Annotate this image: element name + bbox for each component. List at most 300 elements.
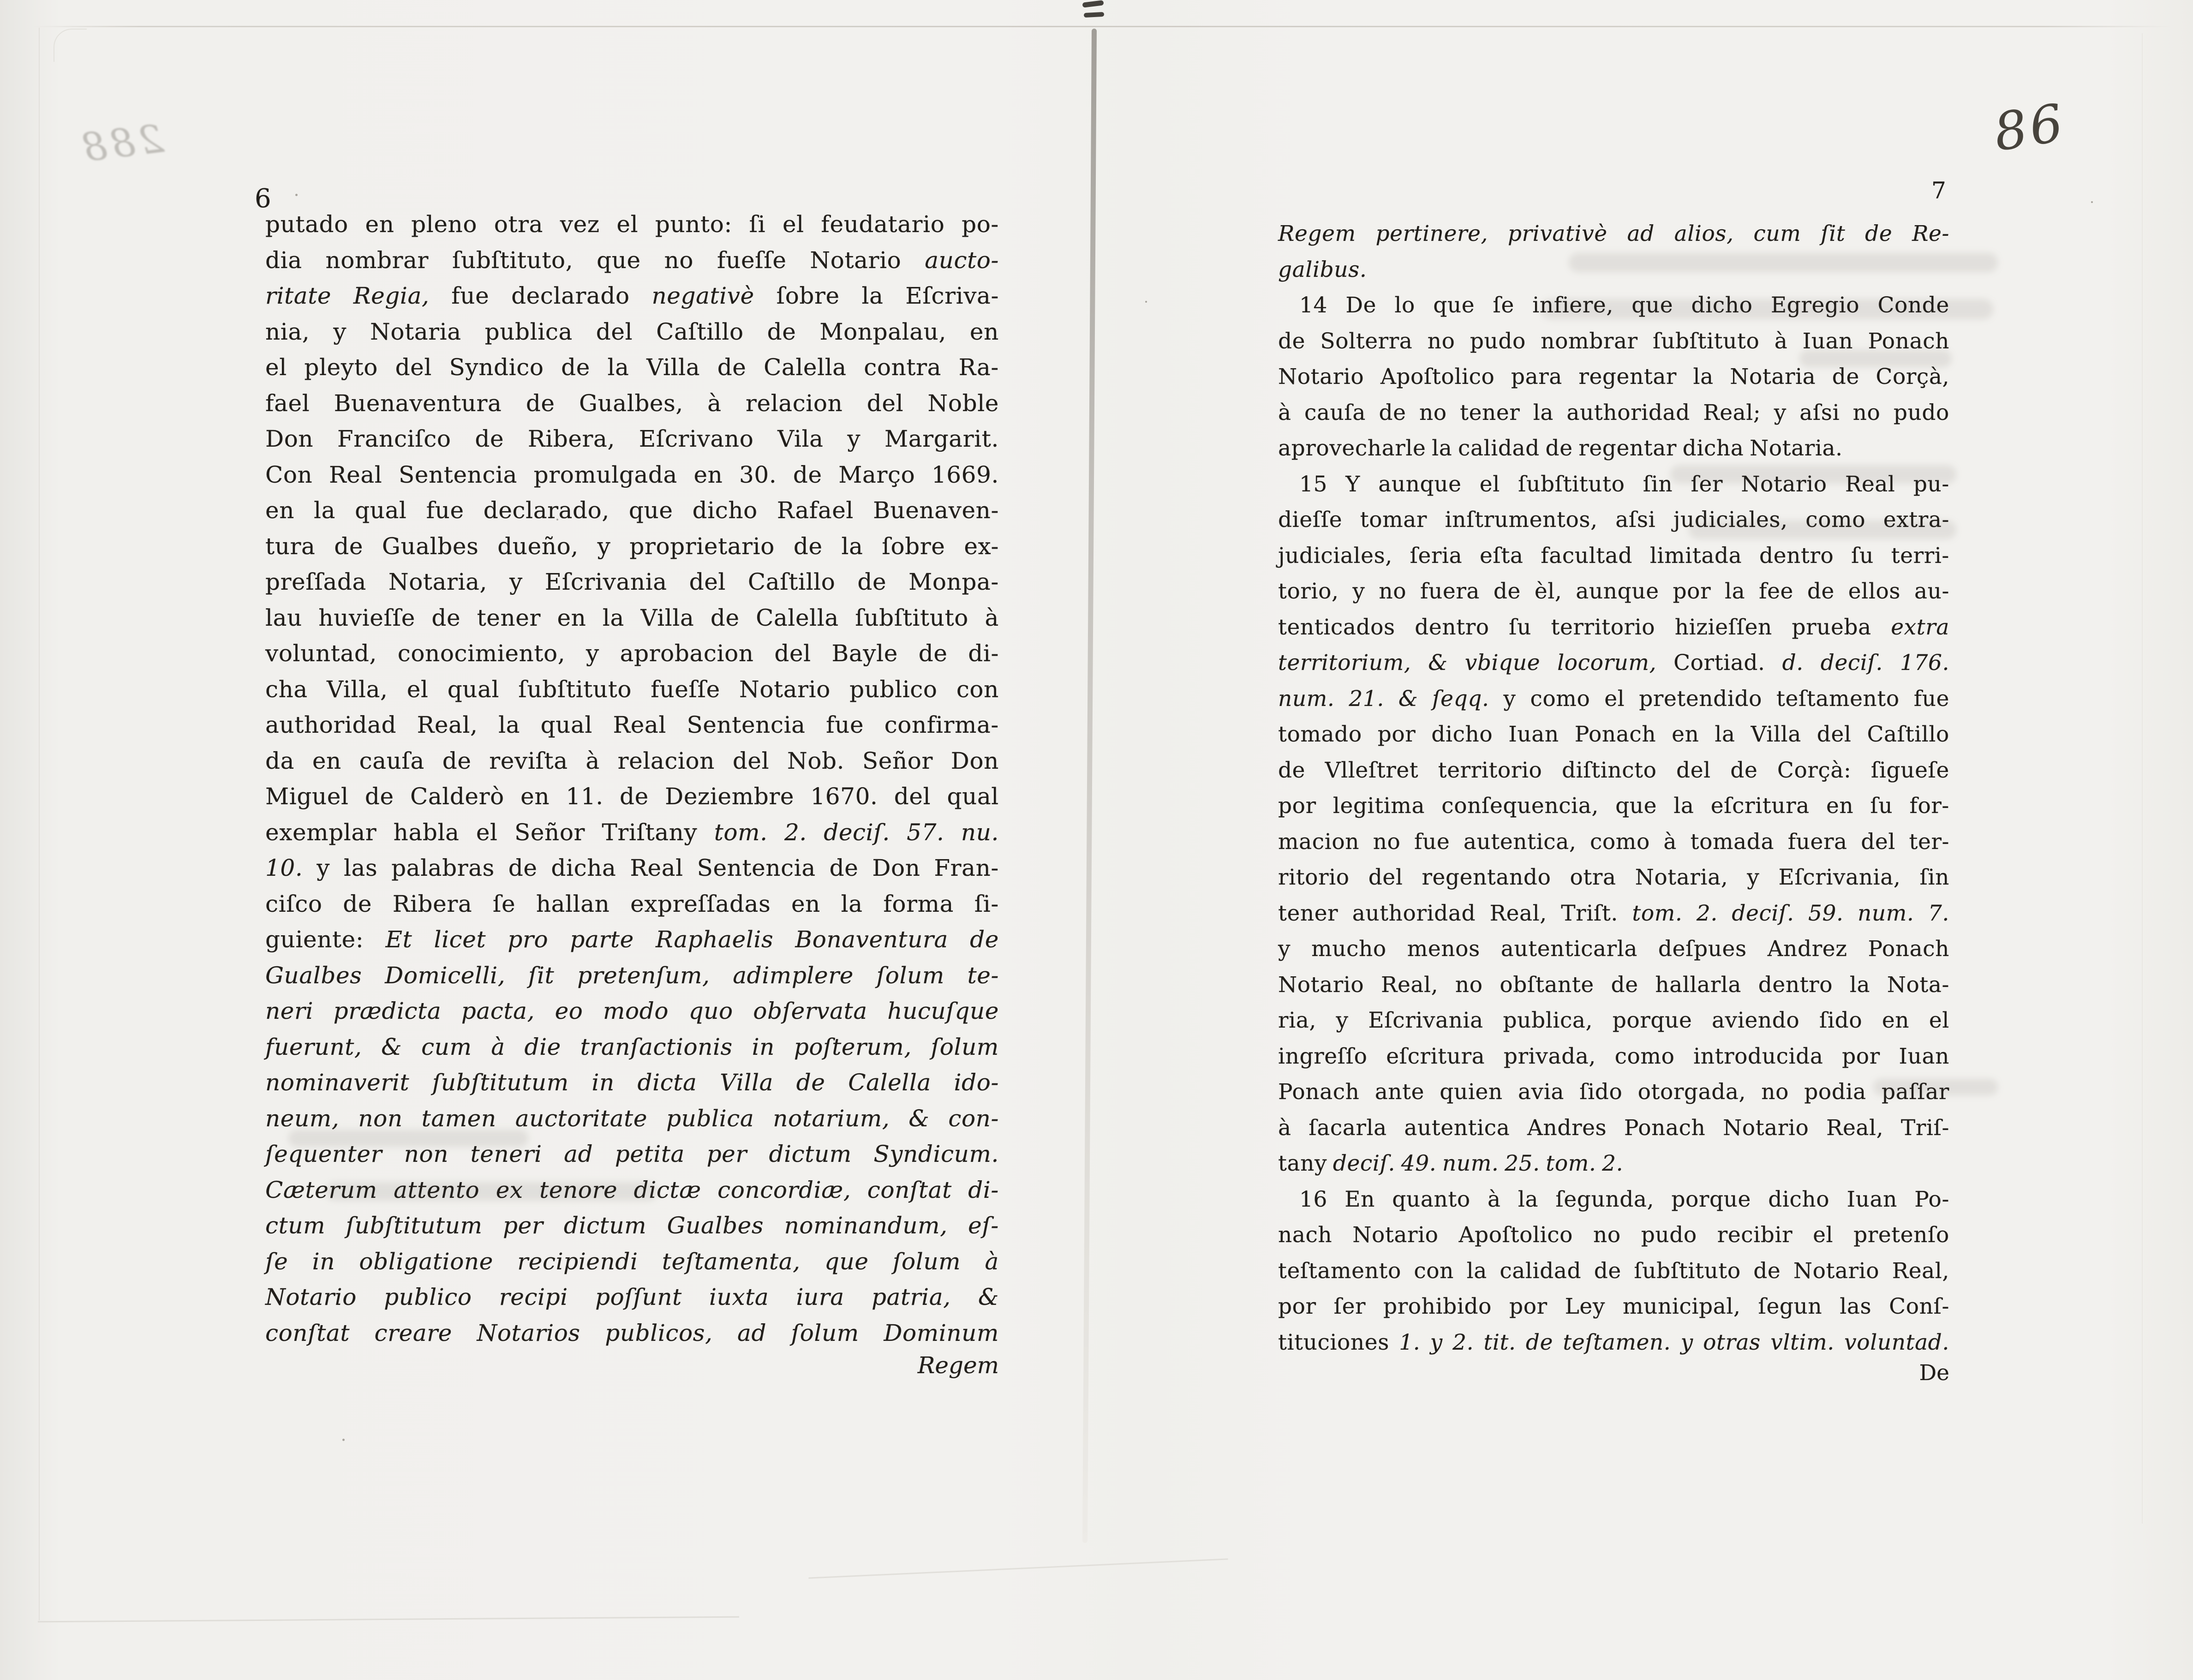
word: contra <box>864 354 942 381</box>
word: las <box>1840 1294 1872 1319</box>
word: Don <box>950 747 999 774</box>
word: la <box>1849 972 1870 998</box>
word: Villa <box>720 1069 774 1096</box>
word: à <box>1774 328 1788 354</box>
word: podia <box>1804 1079 1866 1105</box>
word: Iuan <box>1802 328 1853 354</box>
text-line <box>1278 216 1949 252</box>
word: del <box>1817 722 1852 747</box>
word: Real <box>1845 471 1895 497</box>
word: publica, <box>1503 1008 1593 1033</box>
word: non <box>358 1105 403 1132</box>
word: 25. <box>1505 1151 1540 1176</box>
word: prohibido <box>1383 1294 1492 1319</box>
word: palabras <box>391 855 495 881</box>
word: Solterra <box>1320 328 1413 354</box>
word: Notario <box>739 676 831 703</box>
word: Notaria. <box>1750 436 1843 461</box>
text-line <box>1278 788 1949 824</box>
text-line <box>1278 1146 1949 1182</box>
word: como <box>1614 1043 1675 1069</box>
word: Vila <box>777 425 824 452</box>
word: de <box>1493 579 1521 604</box>
word: & <box>381 1033 402 1060</box>
word: Bayle <box>831 640 898 667</box>
word: privada, <box>1503 1043 1596 1069</box>
word: por <box>1278 1294 1316 1319</box>
word: prueba <box>1792 614 1871 640</box>
word: à <box>1278 400 1291 425</box>
word: Ra- <box>958 354 999 381</box>
word: ſubſtituto <box>1518 471 1625 497</box>
dust-speck <box>2091 201 2093 203</box>
word: autentica <box>1404 1115 1510 1141</box>
handwritten-folio-number: 86 <box>1990 92 2070 163</box>
text-line <box>1278 824 1949 860</box>
word: ritate <box>265 282 332 309</box>
text-line <box>265 529 999 565</box>
word: Andrez <box>1767 936 1847 962</box>
word: la <box>1432 436 1452 461</box>
word: pudo <box>1641 1222 1697 1248</box>
word: authoridad <box>1352 900 1476 926</box>
word: negativè <box>651 282 754 309</box>
word: fueſſe <box>717 246 787 274</box>
word: die <box>524 1033 561 1060</box>
word: Don <box>265 425 314 452</box>
word: de <box>1865 221 1893 246</box>
word: del <box>774 640 811 667</box>
text-line <box>265 314 999 350</box>
text-line <box>1278 252 1949 288</box>
text-line <box>1278 860 1949 896</box>
word: exemplar <box>265 819 377 846</box>
text-line <box>265 457 999 493</box>
text-line <box>1278 967 1949 1003</box>
word: paſſar <box>1881 1079 1949 1105</box>
word: 2. <box>1696 900 1718 926</box>
word: fee <box>1759 579 1793 604</box>
word: Notario <box>1278 364 1364 389</box>
word: po- <box>962 211 999 238</box>
word: del <box>732 747 770 774</box>
word: de <box>1525 1329 1554 1355</box>
word: Eſcrivania <box>1368 1008 1483 1033</box>
word: Miguel <box>265 783 349 810</box>
word: fuera <box>1787 829 1847 855</box>
word: Villa <box>646 354 700 381</box>
word: recipiendi <box>517 1248 638 1275</box>
word: judiciales, <box>1278 543 1392 568</box>
word: dicta <box>637 1069 697 1096</box>
word: el <box>782 211 804 238</box>
word: per <box>706 1141 747 1167</box>
word: Noble <box>927 389 999 417</box>
word: pretenſum, <box>577 962 710 989</box>
page-left-edge <box>39 28 40 1620</box>
word: publica <box>484 318 573 345</box>
text-line <box>1278 610 1949 646</box>
word: auctoritate <box>515 1105 648 1132</box>
word: que <box>1631 293 1673 318</box>
word: no <box>1593 1222 1621 1248</box>
word: la <box>314 497 336 524</box>
word: tom. <box>1546 1151 1596 1176</box>
word: Señor <box>514 819 586 846</box>
word: avia <box>1518 1079 1564 1105</box>
word: y <box>586 640 599 667</box>
word: del <box>894 783 931 810</box>
page-bottom-edge-right <box>808 1558 1228 1578</box>
word: parte <box>570 926 634 953</box>
word: conſtat <box>265 1319 350 1346</box>
dust-speck <box>295 194 298 196</box>
word: Buenaventura <box>334 389 502 417</box>
word: la <box>1466 1258 1487 1284</box>
text-line <box>265 993 999 1029</box>
word: en <box>365 211 394 238</box>
word: de <box>793 461 822 488</box>
word: ſit <box>528 962 555 989</box>
word: como <box>1805 507 1866 532</box>
word: concordiæ, <box>717 1176 851 1203</box>
word: 21. <box>1349 686 1384 711</box>
fold-ink-dash <box>1082 0 1104 8</box>
word: el <box>1813 1222 1834 1248</box>
word: De <box>1345 293 1377 318</box>
word: Real; <box>1703 400 1761 425</box>
word: ria, <box>1278 1008 1316 1033</box>
text-line <box>1278 395 1949 431</box>
word: qual <box>355 497 407 524</box>
word: teſtamenta, <box>662 1248 801 1275</box>
word: 57. <box>907 819 944 846</box>
word: Notarios <box>477 1319 580 1346</box>
word: y <box>1680 1329 1693 1355</box>
word: ſubſtitutum <box>346 1212 483 1239</box>
word: attento <box>394 1176 480 1203</box>
word: municipal, <box>1622 1294 1741 1319</box>
word: pretendido <box>1639 686 1763 711</box>
word: poſterum, <box>794 1033 912 1060</box>
word: Apoſtolico <box>1458 1222 1573 1248</box>
text-line <box>1278 645 1949 681</box>
word: habla <box>393 819 460 846</box>
text-line <box>265 493 999 529</box>
word: Caſtillo <box>747 568 836 595</box>
text-line <box>1278 717 1949 753</box>
word: ſolum <box>931 1033 999 1060</box>
dust-speck <box>1145 301 1147 303</box>
word: introducida <box>1693 1043 1823 1069</box>
word: fue <box>426 497 464 524</box>
text-line <box>265 815 999 851</box>
text-line <box>265 386 999 422</box>
word: y <box>1503 686 1516 711</box>
word: otras <box>1703 1329 1761 1355</box>
word: la <box>841 890 863 917</box>
word: pu- <box>1913 471 1949 497</box>
catchword-left: Regem <box>917 1352 999 1379</box>
page-right-edge <box>2142 33 2143 1524</box>
word: ido- <box>954 1069 999 1096</box>
word: conſtat <box>867 1176 952 1203</box>
word: para <box>1511 364 1562 389</box>
word: teſtamento <box>1278 1258 1401 1284</box>
word: Syndico <box>449 354 544 381</box>
word: del <box>866 389 904 417</box>
word: de <box>970 926 999 953</box>
word: lo <box>1394 293 1415 318</box>
word: ſubſtitutum <box>432 1069 569 1096</box>
word: Po- <box>1914 1186 1949 1212</box>
word: notarium, <box>773 1105 890 1132</box>
word: Real, <box>1489 900 1547 926</box>
word: de <box>1730 757 1758 783</box>
word: lau <box>265 604 302 631</box>
word: Domicelli, <box>385 962 506 989</box>
word: cum <box>421 1033 472 1060</box>
word: putado <box>265 211 348 238</box>
word: la <box>607 354 629 381</box>
word: pudo <box>1893 400 1949 425</box>
word: porque <box>1612 1008 1692 1033</box>
word: Nob. <box>787 747 845 774</box>
right-page-text-block <box>1278 216 1949 1360</box>
word: no <box>1761 1079 1789 1105</box>
page-bottom-edge-left <box>38 1616 739 1623</box>
word: de <box>431 604 461 631</box>
word: Deziembre <box>665 783 795 810</box>
word: en <box>791 890 820 917</box>
word: conſequencia, <box>1441 793 1599 819</box>
word: cauſa <box>1304 400 1366 425</box>
word: Real, <box>1381 972 1439 998</box>
word: en <box>693 461 723 488</box>
word: 11. <box>566 783 604 810</box>
word: in <box>312 1248 335 1275</box>
word: num. <box>1442 1151 1499 1176</box>
word: ſubſtituto <box>518 676 632 703</box>
word: Vlleſtret <box>1325 757 1419 783</box>
word: Y <box>1345 471 1360 497</box>
word: nu. <box>961 819 999 846</box>
text-line <box>265 1208 999 1244</box>
text-line <box>265 886 999 922</box>
word: ſido <box>1819 1008 1863 1033</box>
word: adimplere <box>733 962 854 989</box>
word: Notaria, <box>1635 865 1728 890</box>
word: el <box>406 676 429 703</box>
word: Real, <box>417 711 478 738</box>
word: authoridad <box>265 711 397 738</box>
text-line <box>265 1172 999 1208</box>
text-line <box>1278 931 1949 967</box>
word: eo <box>555 998 583 1024</box>
text-line <box>265 1029 999 1065</box>
word: Señor <box>862 747 933 774</box>
word: eſ- <box>968 1212 999 1239</box>
word: 59. <box>1808 900 1844 926</box>
word: y <box>847 425 861 452</box>
word: in <box>592 1069 615 1096</box>
word: ter- <box>1909 829 1949 855</box>
word: aprobacion <box>620 640 754 667</box>
word: relacion <box>617 747 715 774</box>
word: for- <box>1909 793 1949 819</box>
word: 10. <box>265 855 303 881</box>
word: ſe <box>492 890 516 917</box>
word: Ley <box>1565 1294 1605 1319</box>
word: aviendo <box>1712 1008 1800 1033</box>
word: la <box>861 282 884 309</box>
word: vltim. <box>1770 1329 1834 1355</box>
text-line <box>265 743 999 779</box>
word: dictum <box>769 1141 852 1167</box>
word: ſu <box>1870 793 1893 819</box>
word: Iuan <box>1508 722 1559 747</box>
word: Triſt. <box>1561 900 1618 926</box>
word: tenore <box>539 1176 618 1203</box>
word: con- <box>948 1105 999 1132</box>
word: el <box>265 354 287 381</box>
word: de <box>1611 972 1638 998</box>
word: aunque <box>1378 471 1462 497</box>
word: Ribera, <box>527 425 615 452</box>
word: que <box>628 497 673 524</box>
word: pacta, <box>461 998 535 1024</box>
word: huvieſſe <box>318 604 415 631</box>
word: hucuſque <box>887 998 999 1024</box>
word: y <box>597 532 611 560</box>
word: ſin <box>1643 471 1673 497</box>
word: Nota- <box>1887 972 1949 998</box>
word: Real, <box>1826 1115 1884 1141</box>
word: en <box>1882 1008 1910 1033</box>
word: ex <box>496 1176 523 1203</box>
word: en <box>969 318 999 345</box>
word: prædicta <box>333 998 442 1024</box>
word: ſubſtituto <box>855 604 968 631</box>
word: num. <box>1857 900 1914 926</box>
word: aunque <box>1576 579 1659 604</box>
word: ſobre <box>882 532 945 560</box>
word: Sentencia <box>398 461 518 488</box>
word: en <box>312 747 341 774</box>
word: Triſ- <box>1900 1115 1949 1141</box>
word: eſcritura <box>1386 1043 1485 1069</box>
word: en <box>557 604 586 631</box>
word: Ribera <box>392 890 472 917</box>
word: tenticados <box>1278 614 1395 640</box>
word: dicho <box>1431 722 1493 747</box>
word: ellos <box>1848 579 1901 604</box>
word: Iuan <box>1899 1043 1949 1069</box>
word: menos <box>1407 936 1480 962</box>
word: non <box>404 1141 448 1167</box>
word: preſſada <box>265 568 366 595</box>
word: de <box>526 389 555 417</box>
word: ſubſtituto <box>1634 1258 1741 1284</box>
word: & <box>908 1105 930 1132</box>
text-line <box>1278 323 1949 359</box>
word: à <box>586 747 600 774</box>
word: teneri <box>470 1141 542 1167</box>
word: 2. <box>1602 1151 1624 1176</box>
word: la <box>1715 722 1735 747</box>
word: y <box>509 568 523 595</box>
word: de <box>1379 400 1406 425</box>
word: obſtante <box>1500 972 1594 998</box>
word: vez <box>560 211 600 238</box>
word: nominaverit <box>265 1069 410 1096</box>
word: de <box>365 783 394 810</box>
word: Eſcrivania <box>544 568 667 595</box>
text-line <box>1278 1289 1949 1325</box>
word: que <box>824 1248 869 1275</box>
word: Monpalau, <box>819 318 946 345</box>
text-line <box>265 1315 999 1351</box>
word: de <box>1278 757 1306 783</box>
word: deciſ. <box>1732 900 1794 926</box>
word: voluntad. <box>1844 1329 1949 1355</box>
word: nombrar <box>1541 328 1638 354</box>
word: poſſunt <box>595 1284 682 1310</box>
word: Ponach <box>1868 936 1949 962</box>
word: que <box>597 246 641 274</box>
word: confirma- <box>884 711 999 738</box>
word: otra <box>1570 865 1616 890</box>
text-line <box>1278 1253 1949 1289</box>
word: dia <box>265 246 302 274</box>
word: por <box>1278 793 1316 819</box>
word: ſer <box>1333 1294 1366 1319</box>
word: dentro <box>1415 614 1489 640</box>
word: Notario <box>810 246 902 274</box>
word: la <box>602 604 624 631</box>
word: Cortiad. <box>1673 650 1765 676</box>
word: nia, <box>265 318 310 345</box>
text-line <box>1278 430 1949 466</box>
word: tranſactionis <box>580 1033 733 1060</box>
word: territorio <box>1438 757 1542 783</box>
word: Notario <box>265 1284 357 1310</box>
word: ad <box>1627 221 1655 246</box>
word: fue <box>451 282 490 309</box>
text-line <box>265 672 999 708</box>
catchword-right: De <box>1919 1360 1949 1386</box>
word: ad <box>737 1319 767 1346</box>
word: patria, <box>871 1284 951 1310</box>
word: mucho <box>1311 936 1386 962</box>
word: porque <box>1671 1186 1751 1212</box>
word: en <box>1826 793 1854 819</box>
word: creare <box>374 1319 452 1346</box>
word: Conde <box>1877 293 1949 318</box>
word: Notario <box>1278 972 1364 998</box>
word: ſe <box>265 1248 288 1275</box>
text-line <box>265 207 999 243</box>
word: 15 <box>1299 471 1328 497</box>
word: calidad <box>1500 1258 1582 1284</box>
word: ſu <box>1509 614 1532 640</box>
word: Ponach <box>1574 722 1656 747</box>
word: fue <box>826 711 864 738</box>
word: teſtamen. <box>1563 1329 1671 1355</box>
word: no <box>1455 972 1483 998</box>
word: à <box>1278 1115 1291 1141</box>
word: Sentencia <box>687 711 806 738</box>
